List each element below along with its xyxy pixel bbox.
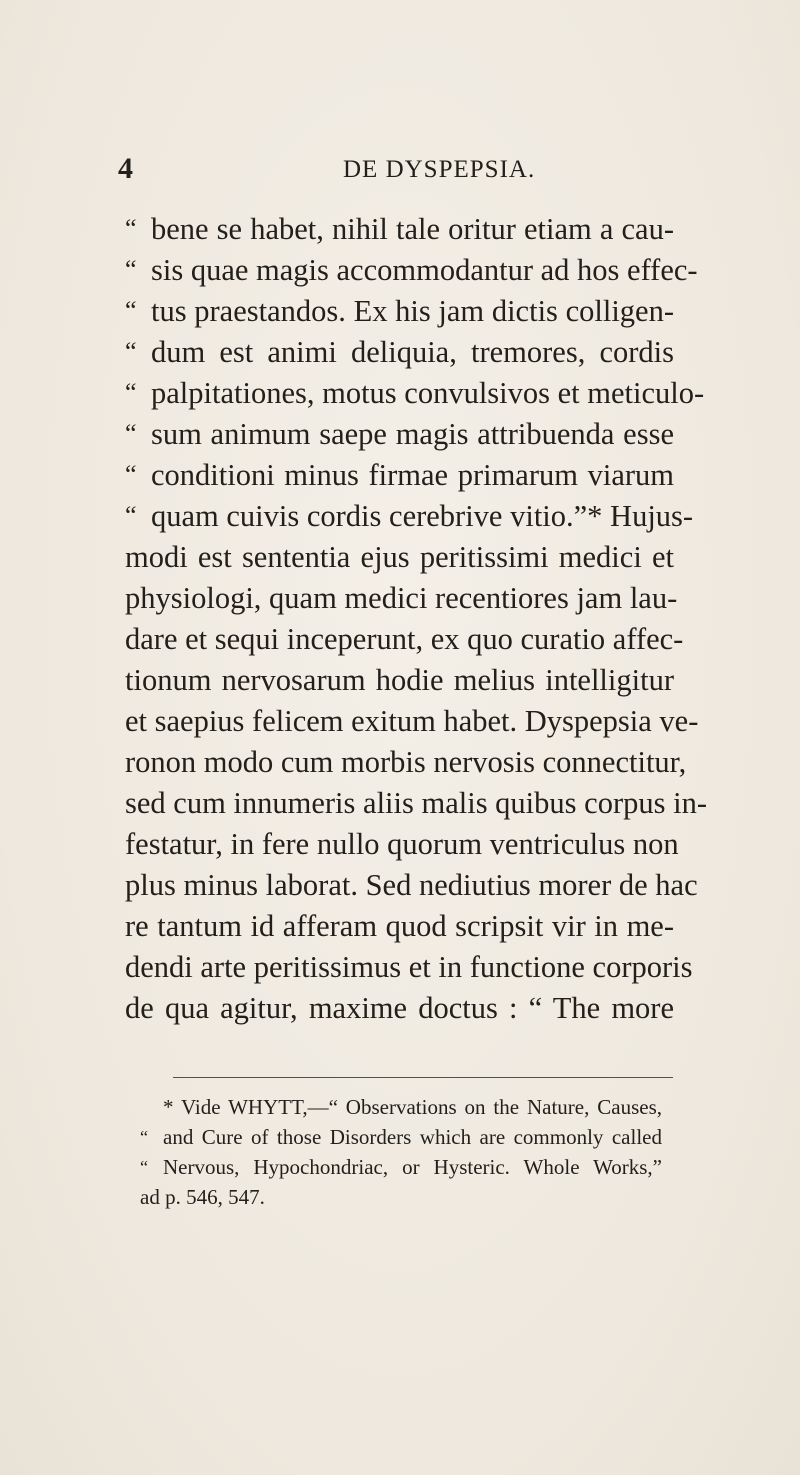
line-text: quam cuivis cordis cerebrive vitio.”* Hujus- [151, 499, 694, 533]
line-text: sum animum saepe magis attribuenda esse [151, 417, 674, 451]
text-line [0, 329, 800, 375]
text-line [0, 780, 800, 826]
footnote-line [0, 1182, 800, 1212]
line-text: festatur, in fere nullo quorum ventriculus non [125, 827, 679, 861]
text-line [0, 739, 800, 785]
page-header [118, 152, 678, 192]
quote-mark: “ [125, 255, 137, 284]
text-line [0, 821, 800, 867]
quote-mark: “ [140, 1127, 148, 1147]
line-text: de qua agitur, maxime doctus : “ The more [125, 991, 674, 1025]
quote-mark: “ [125, 337, 137, 366]
text-line [0, 944, 800, 990]
text-line [0, 247, 800, 293]
line-text: physiologi, quam medici recentiores jam lau- [125, 581, 678, 615]
footnote-line [0, 1152, 800, 1182]
text-line [0, 206, 800, 252]
text-line [0, 452, 800, 498]
quote-mark: “ [125, 419, 137, 448]
footnote-line [0, 1122, 800, 1152]
line-text: ronon modo cum morbis nervosis connectitur, [125, 745, 687, 779]
text-line [0, 288, 800, 334]
quote-mark: “ [125, 214, 137, 243]
line-text: conditioni minus firmae primarum viarum [151, 458, 674, 492]
quote-mark: “ [125, 501, 137, 530]
quote-mark: “ [125, 460, 137, 489]
text-line [0, 575, 800, 621]
line-text: dare et sequi inceperunt, ex quo curatio affec- [125, 622, 684, 656]
quote-mark: “ [140, 1157, 148, 1177]
footnote-line-text: ad p. 546, 547. [140, 1185, 265, 1209]
line-text: sis quae magis accommodantur ad hos effec- [151, 253, 698, 287]
running-head: DE DYSPEPSIA. [343, 156, 536, 183]
text-line [0, 616, 800, 662]
line-text: sed cum innumeris aliis malis quibus corpus in- [125, 786, 707, 820]
line-text: tionum nervosarum hodie melius intelligitur [125, 663, 674, 697]
footnote-rule [173, 1077, 673, 1078]
footnote-line-text: * Vide WHYTT,—“ Observations on the Nature, Causes, [163, 1095, 662, 1119]
footnote-line [0, 1092, 800, 1122]
text-line [0, 698, 800, 744]
line-text: palpitationes, motus convulsivos et meticulo- [151, 376, 705, 410]
quote-mark: “ [125, 296, 137, 325]
page-number: 4 [118, 152, 133, 185]
line-text: et saepius felicem exitum habet. Dyspepsia ve- [125, 704, 699, 738]
line-text: re tantum id afferam quod scripsit vir in me- [125, 909, 674, 943]
line-text: bene se habet, nihil tale oritur etiam a cau- [151, 212, 674, 246]
line-text: dum est animi deliquia, tremores, cordis [151, 335, 674, 369]
line-text: tus praestandos. Ex his jam dictis colligen- [151, 294, 674, 328]
text-line [0, 370, 800, 416]
line-text: modi est sententia ejus peritissimi medici et [125, 540, 674, 574]
text-line [0, 985, 800, 1031]
text-line [0, 657, 800, 703]
line-text: dendi arte peritissimus et in functione corporis [125, 950, 693, 984]
quote-mark: “ [125, 378, 137, 407]
text-line [0, 493, 800, 539]
text-line [0, 534, 800, 580]
line-text: plus minus laborat. Sed nediutius morer de hac [125, 868, 698, 902]
text-line [0, 411, 800, 457]
text-line [0, 862, 800, 908]
footnote-line-text: Nervous, Hypochondriac, or Hysteric. Whole Works,” [163, 1155, 662, 1179]
text-line [0, 903, 800, 949]
footnote-line-text: and Cure of those Disorders which are commonly called [163, 1125, 662, 1149]
